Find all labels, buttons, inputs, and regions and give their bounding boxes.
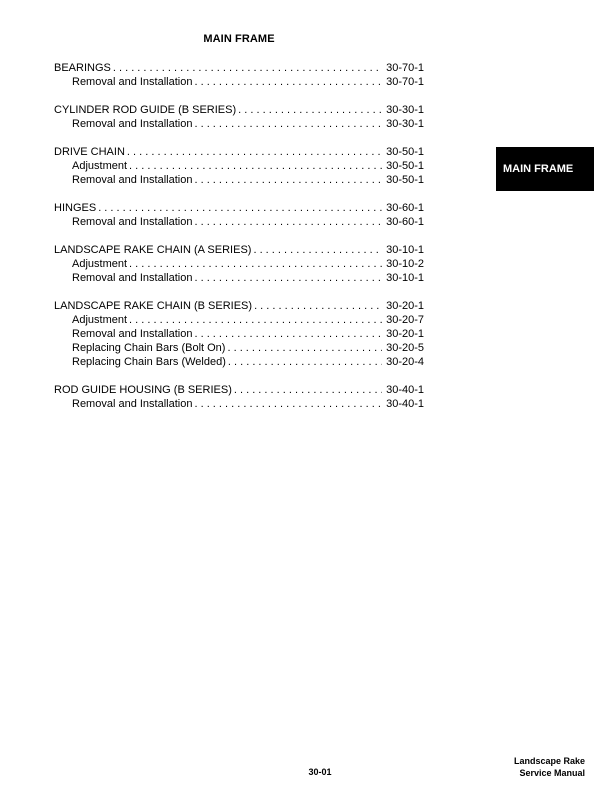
- section-tab-label: MAIN FRAME: [503, 163, 574, 175]
- toc-group-cylinder-rod-guide: [54, 103, 424, 131]
- toc-entry[interactable]: [54, 383, 424, 397]
- toc-group-drive-chain: [54, 145, 424, 187]
- toc-subentry-page: 30-50-1: [386, 160, 424, 172]
- toc-subentry-title: Removal and Installation: [72, 118, 193, 130]
- toc-subentry-page: 30-10-1: [386, 272, 424, 284]
- toc-entry-title: BEARINGS: [54, 62, 111, 74]
- toc-leader-dots: [194, 215, 382, 229]
- manual-title-line: Landscape Rake: [513, 756, 585, 766]
- toc-entry-page: 30-30-1: [386, 104, 424, 116]
- toc-subentry-page: 30-20-7: [386, 314, 424, 326]
- toc-leader-dots: [127, 145, 382, 159]
- toc-subentry-page: 30-40-1: [386, 398, 424, 410]
- toc-leader-dots: [228, 355, 382, 369]
- toc-leader-dots: [253, 243, 382, 257]
- toc-subentry[interactable]: [54, 355, 424, 369]
- toc-subentry[interactable]: [54, 159, 424, 173]
- toc-subentry-title: Removal and Installation: [72, 272, 193, 284]
- toc-entry-page: 30-10-1: [386, 244, 424, 256]
- toc-entry-title: LANDSCAPE RAKE CHAIN (A SERIES): [54, 244, 252, 256]
- page-title: MAIN FRAME: [203, 33, 275, 45]
- toc-group-rake-chain-a: [54, 243, 424, 285]
- toc-group-rod-guide-housing: [54, 383, 424, 411]
- toc-subentry[interactable]: [54, 75, 424, 89]
- toc-entry[interactable]: [54, 201, 424, 215]
- toc-group-hinges: [54, 201, 424, 229]
- toc-entry-page: 30-20-1: [386, 300, 424, 312]
- toc-subentry-page: 30-50-1: [386, 174, 424, 186]
- toc-subentry[interactable]: [54, 173, 424, 187]
- page-number: 30-01: [308, 767, 332, 777]
- toc-leader-dots: [194, 75, 382, 89]
- toc-subentry-title: Removal and Installation: [72, 216, 193, 228]
- toc-leader-dots: [194, 173, 382, 187]
- toc-entry[interactable]: [54, 145, 424, 159]
- toc-subentry-title: Replacing Chain Bars (Bolt On): [72, 342, 226, 354]
- toc-subentry-title: Replacing Chain Bars (Welded): [72, 356, 226, 368]
- toc-subentry-title: Adjustment: [72, 258, 128, 270]
- toc-subentry-title: Adjustment: [72, 314, 128, 326]
- toc-subentry[interactable]: [54, 117, 424, 131]
- toc-subentry-page: 30-10-2: [386, 258, 424, 270]
- toc-leader-dots: [98, 201, 382, 215]
- toc-entry-page: 30-60-1: [386, 202, 424, 214]
- toc-subentry[interactable]: [54, 271, 424, 285]
- toc-subentry-title: Removal and Installation: [72, 174, 193, 186]
- toc-subentry-page: 30-20-1: [386, 328, 424, 340]
- table-of-contents: [54, 61, 424, 425]
- toc-entry-title: DRIVE CHAIN: [54, 146, 125, 158]
- toc-entry-title: CYLINDER ROD GUIDE (B SERIES): [54, 104, 237, 116]
- toc-subentry[interactable]: [54, 215, 424, 229]
- toc-entry[interactable]: [54, 243, 424, 257]
- toc-leader-dots: [254, 299, 382, 313]
- manual-title-line: Service Manual: [519, 768, 585, 778]
- toc-subentry[interactable]: [54, 327, 424, 341]
- toc-leader-dots: [194, 397, 382, 411]
- toc-entry-title: LANDSCAPE RAKE CHAIN (B SERIES): [54, 300, 253, 312]
- toc-subentry-page: 30-20-5: [386, 342, 424, 354]
- toc-leader-dots: [227, 341, 382, 355]
- toc-group-bearings: [54, 61, 424, 89]
- toc-subentry[interactable]: [54, 341, 424, 355]
- toc-leader-dots: [129, 257, 382, 271]
- toc-subentry-page: 30-60-1: [386, 216, 424, 228]
- toc-group-rake-chain-b: [54, 299, 424, 369]
- toc-subentry-page: 30-70-1: [386, 76, 424, 88]
- toc-entry-page: 30-40-1: [386, 384, 424, 396]
- toc-subentry[interactable]: [54, 397, 424, 411]
- toc-subentry-title: Removal and Installation: [72, 76, 193, 88]
- toc-entry-page: 30-50-1: [386, 146, 424, 158]
- section-tab[interactable]: [496, 147, 594, 191]
- toc-subentry-title: Removal and Installation: [72, 328, 193, 340]
- toc-entry[interactable]: [54, 103, 424, 117]
- toc-entry-page: 30-70-1: [386, 62, 424, 74]
- toc-subentry-title: Adjustment: [72, 160, 128, 172]
- toc-leader-dots: [129, 159, 382, 173]
- toc-leader-dots: [238, 103, 382, 117]
- manual-title: [514, 755, 585, 779]
- toc-entry-title: ROD GUIDE HOUSING (B SERIES): [54, 384, 232, 396]
- toc-leader-dots: [129, 313, 382, 327]
- toc-leader-dots: [194, 271, 382, 285]
- toc-subentry-title: Removal and Installation: [72, 398, 193, 410]
- toc-entry[interactable]: [54, 61, 424, 75]
- toc-subentry-page: 30-30-1: [386, 118, 424, 130]
- toc-leader-dots: [194, 327, 382, 341]
- toc-leader-dots: [194, 117, 382, 131]
- toc-leader-dots: [113, 61, 382, 75]
- toc-subentry-page: 30-20-4: [386, 356, 424, 368]
- toc-subentry[interactable]: [54, 313, 424, 327]
- toc-leader-dots: [234, 383, 382, 397]
- toc-entry[interactable]: [54, 299, 424, 313]
- toc-entry-title: HINGES: [54, 202, 97, 214]
- toc-subentry[interactable]: [54, 257, 424, 271]
